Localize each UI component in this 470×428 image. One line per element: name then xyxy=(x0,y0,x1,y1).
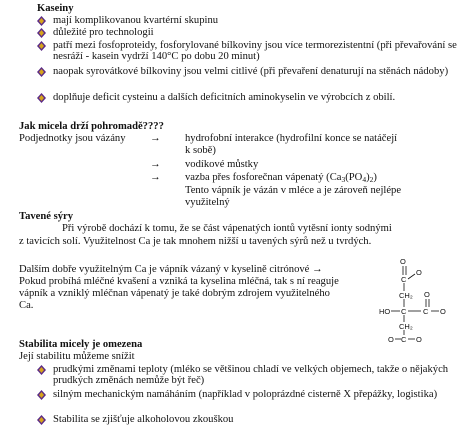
list-item-text: prudkými změnami teploty (mléko se většinou chladí ve velkých objemech, takže o nějakých prudkých změnách nemůže být řeč) xyxy=(53,364,449,387)
arrow-icon: → xyxy=(150,172,161,183)
atom-label: O xyxy=(440,307,446,316)
bond-phosphate-text: ) xyxy=(373,172,377,183)
cheese-paragraph: z tavicích solí. Využitelnost Ca je tak mnohem nižší u tavených sýrů než u tvrdých. xyxy=(19,236,372,247)
atom-label: O xyxy=(416,335,422,343)
bond-phosphate-text: (PO xyxy=(345,172,363,183)
list-item xyxy=(37,66,462,77)
citrate-paragraph: vápník a vzniklý mléčnan vápenatý je také dobrým zdrojem využitelného xyxy=(19,288,330,299)
list-item-text: naopak syrovátkové bílkoviny jsou velmi citlivé (při převaření denaturují na stěnách nádoby) xyxy=(53,66,449,77)
list-item-text: patří mezi fosfoproteidy, fosforylované bílkoviny jsou více termorezistentní (při převařování se nesráží - kasein vydrží 140°C po dobu 20 minut) xyxy=(53,40,457,63)
bullet-icon xyxy=(37,67,45,76)
citrate-paragraph: Pokud probíhá mléčné kvašení a vzniká ta kyselina mléčná, tak s ní reaguje xyxy=(19,276,339,287)
subscript: 2 xyxy=(369,175,374,184)
cheese-paragraph: Při výrobě dochází k tomu, že se část vápenatých iontů vytěsní ionty sodnými xyxy=(62,223,392,234)
list-item-text: Stabilita se zjišťuje alkoholovou zkouškou xyxy=(53,414,234,425)
list-item xyxy=(37,92,467,103)
section-title-stability: Stabilita micely je omezena xyxy=(19,339,143,350)
atom-label: O xyxy=(388,335,394,343)
citric-acid-structure xyxy=(365,255,461,343)
list-item xyxy=(37,15,462,26)
list-item-text: silným mechanickým namáháním (například v poloprázdné cisterně X přepážky, logistika) xyxy=(53,389,438,400)
bond-hydrophobic: hydrofobní interakce (hydrofilní konce se natáčejí xyxy=(185,133,398,144)
atom-label: C xyxy=(401,335,407,343)
atom-label: HO xyxy=(379,307,391,316)
bond-phosphate xyxy=(185,172,377,185)
atom-label: CH₂ xyxy=(399,322,413,331)
arrow-icon: → xyxy=(150,159,161,170)
list-item xyxy=(37,414,457,425)
atom-label: CH₂ xyxy=(399,291,413,300)
bond-hydrophobic-cont: k sobě) xyxy=(185,145,216,156)
citrate-paragraph: Ca. xyxy=(19,300,34,311)
calcium-note-cont: využitelný xyxy=(185,197,230,208)
atom-label: C xyxy=(423,307,429,316)
bond-phosphate-text: vazba přes fosforečnan vápenatý (Ca xyxy=(185,172,342,183)
bond-hydrogen: vodíkové můstky xyxy=(185,159,259,170)
atom-label: C xyxy=(401,307,407,316)
section-title-caseins: Kaseiny xyxy=(37,3,74,14)
calcium-note: Tento vápník je vázán v mléce a je zároveň nejlépe xyxy=(185,185,402,196)
citrate-paragraph: Dalším dobře využitelným Ca je vápník vázaný v kyselině citrónové → xyxy=(19,264,323,275)
arrow-icon: → xyxy=(150,133,161,144)
list-item-text: důležité pro technologii xyxy=(53,27,154,38)
bullet-icon xyxy=(37,390,45,399)
atom-label: O xyxy=(400,257,406,266)
list-item-text: mají komplikovanou kvartérní skupinu xyxy=(53,15,219,26)
list-item xyxy=(37,364,457,387)
atom-label: O xyxy=(416,268,422,277)
list-item xyxy=(37,40,462,63)
subscript: 4 xyxy=(362,175,367,184)
list-item-text: doplňuje deficit cysteinu a dalších deficitních aminokyselin ve výrobcích z obilí. xyxy=(53,92,396,103)
subunits-label: Podjednotky jsou vázány xyxy=(19,133,126,144)
list-item xyxy=(37,389,457,400)
bullet-icon xyxy=(37,93,45,102)
bullet-icon xyxy=(37,415,45,424)
subscript: 3 xyxy=(341,175,346,184)
section-title-micelle: Jak micela drží pohromadě???? xyxy=(19,121,164,132)
stability-intro: Její stabilitu můžeme snížit xyxy=(19,351,135,362)
bullet-icon xyxy=(37,28,45,37)
bullet-icon xyxy=(37,365,45,374)
list-item xyxy=(37,27,462,38)
section-title-cheese: Tavené sýry xyxy=(19,211,74,222)
atom-label: C xyxy=(401,275,407,284)
atom-label: O xyxy=(424,290,430,299)
bullet-icon xyxy=(37,16,45,25)
bond-phosphate-text: ) xyxy=(366,172,370,183)
bullet-icon xyxy=(37,41,45,50)
